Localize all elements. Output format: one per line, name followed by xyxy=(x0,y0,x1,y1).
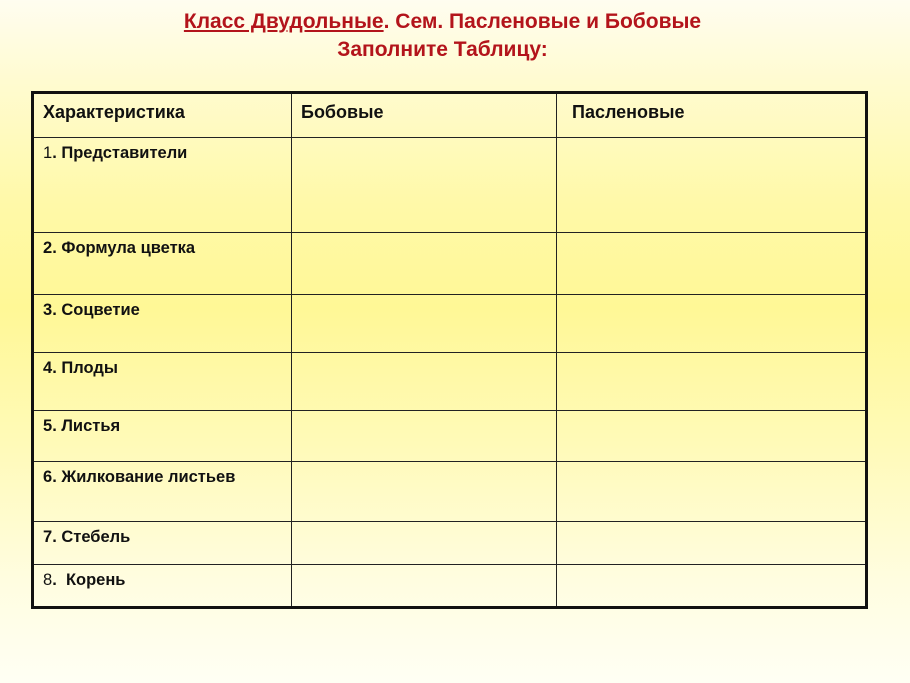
table-row xyxy=(33,233,867,295)
title-line-2: Заполните Таблицу: xyxy=(337,38,548,61)
table-row xyxy=(33,353,867,411)
row-number: 7 xyxy=(43,528,53,546)
title-line-1 xyxy=(0,8,885,36)
cell-paslenovye[interactable] xyxy=(557,138,867,233)
table-row xyxy=(33,138,867,233)
row-number: 3 xyxy=(43,301,53,319)
comparison-table xyxy=(31,91,868,609)
row-label xyxy=(33,522,292,565)
cell-paslenovye[interactable] xyxy=(557,353,867,411)
cell-bobovye[interactable] xyxy=(292,353,557,411)
cell-bobovye[interactable] xyxy=(292,565,557,608)
row-number: 5 xyxy=(43,417,53,435)
table-row xyxy=(33,411,867,462)
cell-paslenovye[interactable] xyxy=(557,233,867,295)
table-row xyxy=(33,522,867,565)
cell-bobovye[interactable] xyxy=(292,295,557,353)
row-label-text: . Формула цветка xyxy=(52,239,196,257)
row-number: 6 xyxy=(43,468,53,486)
row-label xyxy=(33,411,292,462)
row-label-text: . Жилкование листьев xyxy=(52,468,236,486)
title-family-text: . Сем. Пасленовые и Бобовые xyxy=(383,10,702,33)
cell-bobovye[interactable] xyxy=(292,411,557,462)
header-paslenovye: Пасленовые xyxy=(557,93,867,138)
cell-paslenovye[interactable] xyxy=(557,522,867,565)
table-header-row xyxy=(33,93,867,138)
page-title xyxy=(0,8,885,64)
row-label-text: . Листья xyxy=(52,417,121,435)
cell-paslenovye[interactable] xyxy=(557,295,867,353)
row-label xyxy=(33,462,292,522)
row-number: 1 xyxy=(43,144,53,162)
title-class-link: Класс Двудольные xyxy=(183,10,384,33)
cell-bobovye[interactable] xyxy=(292,522,557,565)
row-label xyxy=(33,233,292,295)
cell-bobovye[interactable] xyxy=(292,233,557,295)
row-label-text: . Стебель xyxy=(52,528,131,546)
table-row xyxy=(33,565,867,608)
row-label-text: . Представители xyxy=(52,144,188,162)
cell-paslenovye[interactable] xyxy=(557,565,867,608)
row-label xyxy=(33,295,292,353)
row-label-text: . Плоды xyxy=(52,359,118,377)
cell-paslenovye[interactable] xyxy=(557,411,867,462)
row-label xyxy=(33,565,292,608)
table-row xyxy=(33,462,867,522)
table-row xyxy=(33,295,867,353)
row-number: 8 xyxy=(43,571,53,589)
row-label-text: . Корень xyxy=(52,571,126,589)
row-number: 4 xyxy=(43,359,53,377)
comparison-table-wrap xyxy=(31,91,868,609)
row-label-text: . Соцветие xyxy=(52,301,140,319)
cell-bobovye[interactable] xyxy=(292,462,557,522)
row-label xyxy=(33,138,292,233)
header-characteristic: Характеристика xyxy=(33,93,292,138)
row-number: 2 xyxy=(43,239,53,257)
header-bobovye: Бобовые xyxy=(292,93,557,138)
row-label xyxy=(33,353,292,411)
cell-paslenovye[interactable] xyxy=(557,462,867,522)
cell-bobovye[interactable] xyxy=(292,138,557,233)
